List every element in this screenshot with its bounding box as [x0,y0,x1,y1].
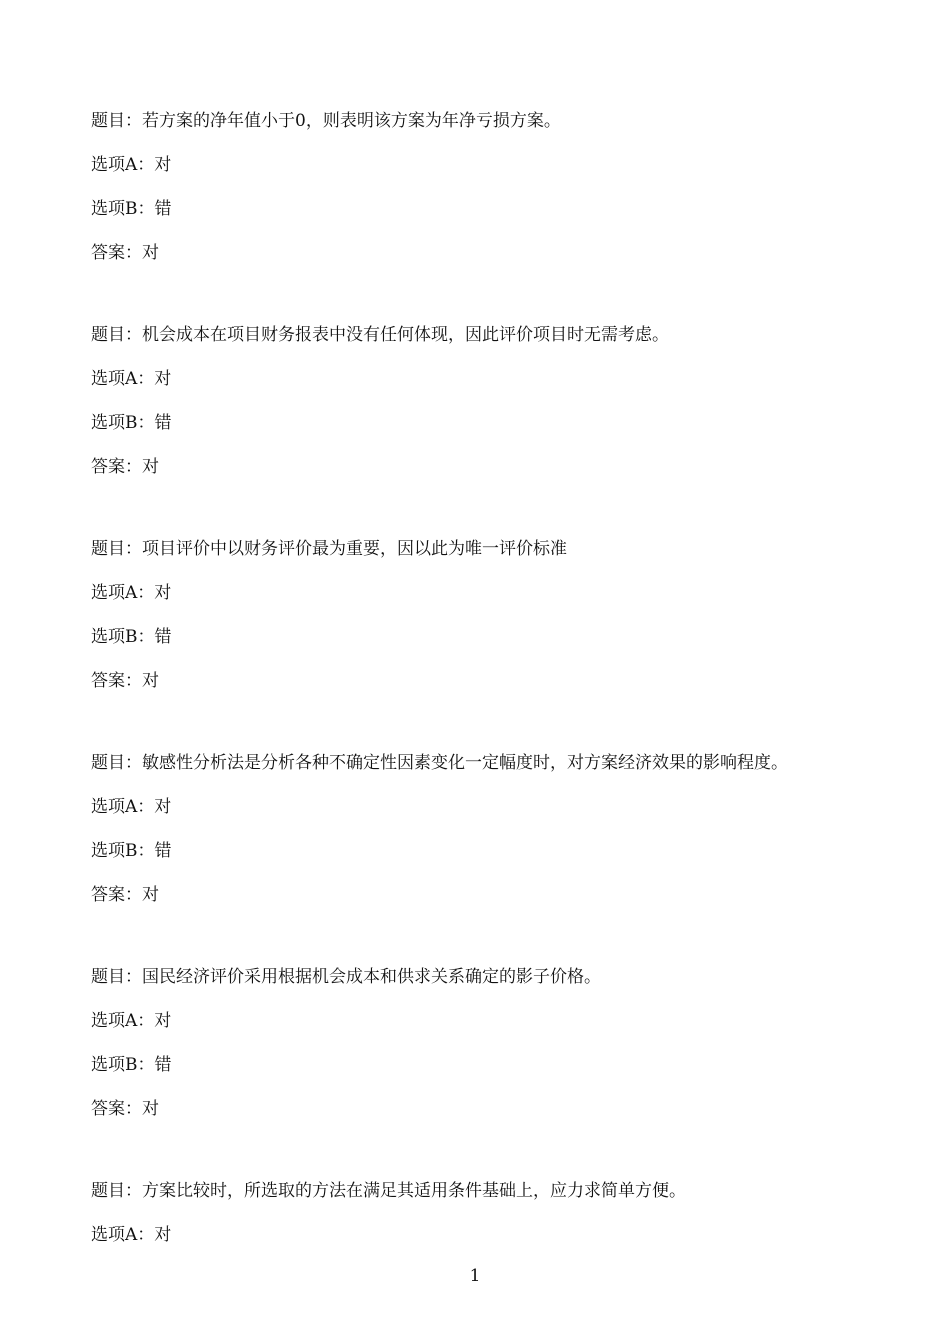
question-text: 题目：若方案的净年值小于0，则表明该方案为年净亏损方案。 [91,111,561,131]
option-b: 选项B：错 [91,627,172,647]
option-b: 选项B：错 [91,1055,172,1075]
option-b: 选项B：错 [91,841,172,861]
option-b: 选项B：错 [91,413,172,433]
option-a: 选项A：对 [91,1011,172,1031]
answer: 答案：对 [91,457,159,477]
option-b: 选项B：错 [91,199,172,219]
answer: 答案：对 [91,885,159,905]
answer: 答案：对 [91,671,159,691]
option-a: 选项A：对 [91,155,172,175]
option-a: 选项A：对 [91,1225,172,1245]
question-text: 题目：方案比较时，所选取的方法在满足其适用条件基础上，应力求简单方便。 [91,1181,686,1201]
answer: 答案：对 [91,1099,159,1119]
question-text: 题目：机会成本在项目财务报表中没有任何体现，因此评价项目时无需考虑。 [91,325,669,345]
page-number: 1 [469,1266,481,1286]
option-a: 选项A：对 [91,369,172,389]
question-text: 题目：国民经济评价采用根据机会成本和供求关系确定的影子价格。 [91,967,601,987]
answer: 答案：对 [91,243,159,263]
option-a: 选项A：对 [91,583,172,603]
option-a: 选项A：对 [91,797,172,817]
question-text: 题目：项目评价中以财务评价最为重要，因以此为唯一评价标准 [91,539,567,559]
question-text: 题目：敏感性分析法是分析各种不确定性因素变化一定幅度时，对方案经济效果的影响程度。 [91,753,788,773]
